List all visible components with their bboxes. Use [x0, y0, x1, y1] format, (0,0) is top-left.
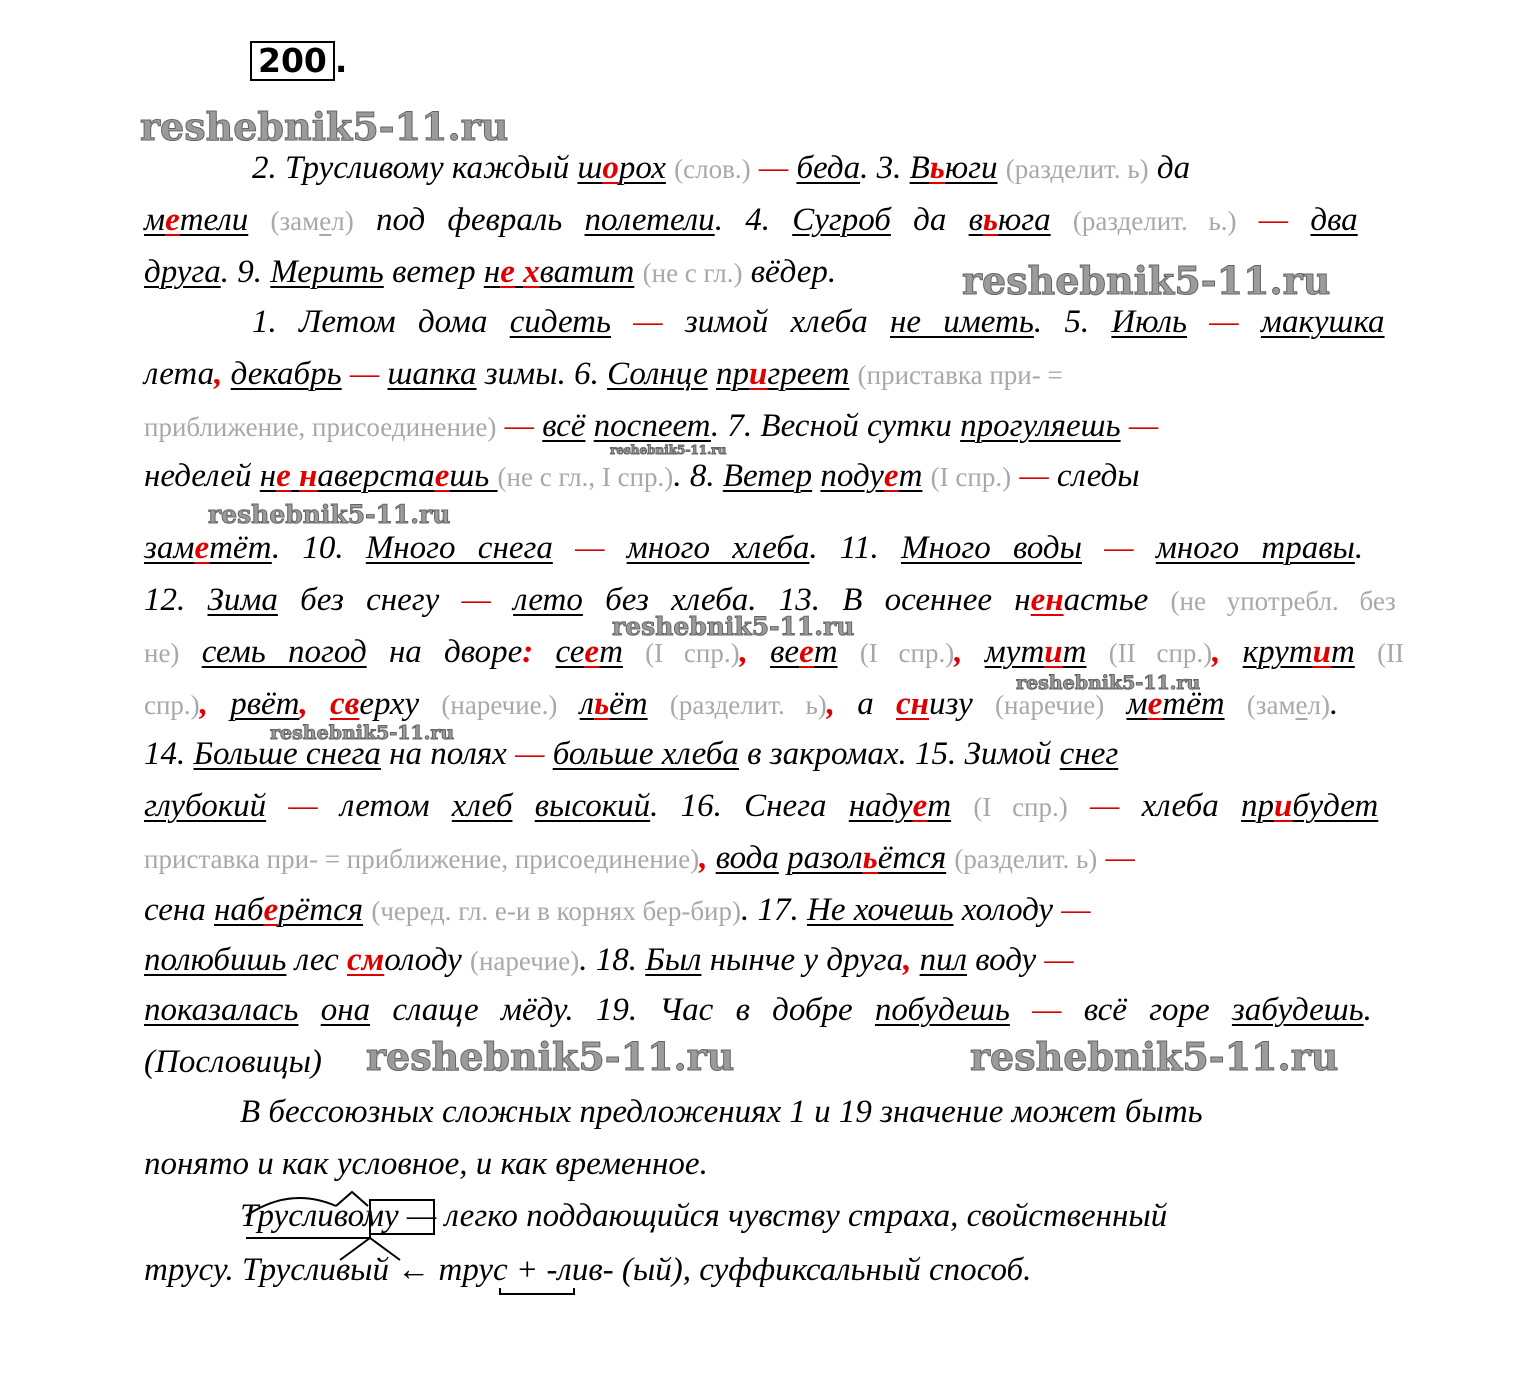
- text-line: [144, 254, 836, 291]
- text-run: 14.: [144, 736, 194, 772]
- text-run: [553, 530, 575, 566]
- text-run: наду: [848, 788, 913, 824]
- text-run: н: [259, 458, 277, 494]
- text-run: (приставка при- =: [857, 360, 1063, 390]
- text-run: лета: [144, 356, 215, 392]
- text-run: (I спр.): [973, 792, 1068, 822]
- text-run: —: [1044, 942, 1074, 978]
- text-run: зам: [144, 530, 195, 566]
- text-run: . 10.: [271, 530, 366, 566]
- text-run: [1220, 634, 1242, 670]
- text-run: хлеба: [1119, 788, 1242, 824]
- text-run: макушка: [1260, 304, 1385, 340]
- text-run: ватит: [539, 254, 635, 290]
- text-run: —: [575, 530, 605, 566]
- text-run: [1051, 202, 1073, 238]
- text-run: [291, 458, 299, 494]
- text-run: —: [1032, 992, 1062, 1028]
- text-run: [496, 408, 504, 444]
- text-run: :: [522, 634, 534, 670]
- text-run: разол: [787, 840, 863, 876]
- text-run: приближение, присоединение): [144, 412, 497, 442]
- text-run: В: [909, 150, 930, 186]
- text-run: [515, 254, 523, 290]
- exercise-number-box: 200: [250, 41, 335, 81]
- text-run: [998, 150, 1006, 186]
- text-run: лес: [286, 942, 348, 978]
- text-run: [708, 356, 716, 392]
- text-run: т: [1062, 634, 1087, 670]
- text-run: т: [813, 634, 838, 670]
- text-run: т: [898, 458, 923, 494]
- text-run: забудешь: [1231, 992, 1364, 1028]
- text-run: се: [555, 634, 585, 670]
- text-run: снег: [1059, 736, 1119, 772]
- text-run: Мерить: [270, 254, 384, 290]
- text-run: е: [165, 202, 180, 238]
- text-run: ,: [739, 634, 748, 670]
- text-run: Много снега: [365, 530, 553, 566]
- text-run: н: [299, 458, 318, 494]
- text-run: [248, 202, 270, 238]
- text-run: юги: [944, 150, 998, 186]
- exercise-number: [250, 40, 347, 82]
- text-run: —: [1019, 458, 1049, 494]
- text-run: Июль: [1111, 304, 1188, 340]
- text-run: ,: [199, 686, 208, 722]
- text-run: много хлеба: [626, 530, 810, 566]
- text-run: (зам: [270, 206, 320, 236]
- text-run: [222, 356, 230, 392]
- text-run: (разделит. ь): [1005, 154, 1149, 184]
- text-run: .: [1354, 530, 1364, 566]
- text-run: ш: [577, 150, 603, 186]
- text-run: (I спр.): [859, 638, 955, 668]
- text-run: . 7. Весной сутки: [710, 408, 961, 444]
- text-run: нынче у друга: [701, 942, 904, 978]
- text-run: —: [504, 408, 534, 444]
- text-run: [379, 356, 387, 392]
- text-run: [707, 840, 715, 876]
- text-run: ь: [929, 150, 945, 186]
- text-run: лето: [513, 582, 583, 618]
- text-run: тёт: [1162, 686, 1225, 722]
- text-run: пр: [1241, 788, 1275, 824]
- text-line: [240, 1094, 1203, 1131]
- text-run: (наречие): [995, 690, 1105, 720]
- text-run: [1010, 992, 1032, 1028]
- watermark: reshebnik5-11.ru: [1016, 672, 1201, 694]
- text-run: м: [144, 202, 166, 238]
- text-run: Больше снега: [193, 736, 381, 772]
- text-run: под февраль: [353, 202, 585, 238]
- text-run: св: [330, 686, 360, 722]
- text-run: [634, 254, 642, 290]
- text-run: ве: [770, 634, 800, 670]
- text-run: [779, 840, 787, 876]
- text-run: —: [758, 150, 789, 186]
- text-run: на дворе: [366, 634, 523, 670]
- text-run: Трусливому — легко поддающийся чувству страха, свойственный: [240, 1198, 1168, 1234]
- text-run: (наречие): [469, 946, 580, 976]
- text-run: —: [1090, 788, 1120, 824]
- text-run: .: [1330, 686, 1339, 722]
- text-run: Сугроб: [792, 202, 891, 238]
- text-run: прогуляешь: [960, 408, 1121, 444]
- text-run: холоду: [953, 892, 1062, 928]
- text-run: (не с гл., I спр.): [497, 462, 674, 492]
- text-run: без снегу: [277, 582, 462, 618]
- text-run: е: [194, 530, 210, 566]
- text-run: и: [1274, 788, 1293, 824]
- text-run: [751, 150, 759, 186]
- text-run: ,: [1212, 634, 1221, 670]
- text-run: (I спр.): [930, 462, 1012, 492]
- text-run: следы: [1048, 458, 1140, 494]
- text-run: [1237, 202, 1259, 238]
- text-run: [585, 408, 593, 444]
- text-run: [1082, 530, 1104, 566]
- text-run: семь погод: [201, 634, 367, 670]
- text-run: (черед. гл. е-и в корнях бер-бир): [371, 896, 741, 926]
- text-run: [849, 356, 857, 392]
- text-run: е: [799, 634, 814, 670]
- text-line: [144, 1044, 322, 1081]
- text-run: т: [1330, 634, 1355, 670]
- text-run: наб: [213, 892, 264, 928]
- text-run: много травы: [1155, 530, 1355, 566]
- watermark: reshebnik5-11.ru: [612, 612, 855, 641]
- text-run: сидеть: [509, 304, 612, 340]
- text-line: [144, 1146, 708, 1183]
- text-run: (не с гл.): [642, 258, 743, 288]
- text-run: . 18.: [579, 942, 646, 978]
- text-run: [911, 942, 919, 978]
- text-run: шапка: [387, 356, 477, 392]
- text-run: будет: [1292, 788, 1379, 824]
- text-run: [1355, 634, 1377, 670]
- text-run: полюбишь: [144, 942, 287, 978]
- text-run: [512, 788, 534, 824]
- text-run: Не хочешь: [807, 892, 954, 928]
- text-run: т: [927, 788, 952, 824]
- text-run: два: [1310, 202, 1358, 238]
- text-run: ётся: [877, 840, 947, 876]
- text-run: (не употребл. без: [1170, 586, 1396, 616]
- text-run: [1086, 634, 1108, 670]
- text-run: е: [434, 458, 450, 494]
- text-run: декабрь: [230, 356, 342, 392]
- text-run: поспеет: [593, 408, 711, 444]
- text-run: Зима: [207, 582, 278, 618]
- text-run: (I спр.): [645, 638, 740, 668]
- text-line: [144, 356, 1063, 393]
- text-run: —: [515, 736, 545, 772]
- text-line: [144, 530, 1363, 567]
- text-run: (разделит. ь): [669, 690, 827, 720]
- text-run: воду: [967, 942, 1045, 978]
- text-run: ветер: [383, 254, 484, 290]
- text-run: [1134, 530, 1156, 566]
- text-run: 12.: [144, 582, 208, 618]
- text-run: трусу. Трусливый ← трус + -лив- (ый), суффиксальный способ.: [144, 1252, 1032, 1288]
- text-run: [266, 788, 288, 824]
- text-run: без хлеба. 13. В осеннее н: [582, 582, 1031, 618]
- text-run: [951, 788, 973, 824]
- text-run: ен: [1030, 582, 1064, 618]
- text-run: В бессоюзных сложных предложениях 1 и 19 значение может быть: [240, 1094, 1203, 1130]
- text-line: [144, 458, 1140, 495]
- text-run: е: [1147, 686, 1163, 722]
- text-run: 1. Летом дома: [252, 304, 510, 340]
- text-run: Ветер: [722, 458, 813, 494]
- text-run: слаще мёду. 19. Час в добре: [370, 992, 875, 1028]
- text-run: . 17.: [741, 892, 807, 928]
- text-run: е: [912, 788, 928, 824]
- text-run: м: [1126, 686, 1148, 722]
- text-run: зимы. 6.: [476, 356, 608, 392]
- text-run: ,: [699, 840, 708, 876]
- text-run: всё горе: [1061, 992, 1232, 1028]
- text-run: да: [1148, 150, 1191, 186]
- text-run: [666, 150, 674, 186]
- text-run: (разделит. ь.): [1072, 206, 1237, 236]
- text-run: [922, 458, 930, 494]
- text-run: . 4.: [714, 202, 793, 238]
- text-run: и: [1044, 634, 1063, 670]
- text-run: а: [835, 686, 897, 722]
- text-line: [144, 942, 1074, 979]
- text-run: . 8.: [673, 458, 723, 494]
- text-run: и: [748, 356, 768, 392]
- text-run: е: [883, 458, 899, 494]
- text-run: [648, 686, 670, 722]
- text-run: тели: [179, 202, 249, 238]
- text-run: л: [579, 686, 595, 722]
- text-run: см: [347, 942, 385, 978]
- text-run: Был: [645, 942, 702, 978]
- watermark: reshebnik5-11.ru: [270, 722, 455, 744]
- text-run: [1288, 202, 1310, 238]
- text-run: показалась: [144, 992, 299, 1028]
- text-run: ,: [954, 634, 963, 670]
- root-box-bottom: [500, 1288, 574, 1294]
- text-run: —: [1209, 304, 1239, 340]
- text-run: е: [584, 634, 600, 670]
- text-run: Много воды: [900, 530, 1082, 566]
- text-run: летом: [317, 788, 452, 824]
- text-run: пил: [919, 942, 967, 978]
- text-run: неделей: [144, 458, 260, 494]
- text-run: —: [1105, 840, 1135, 876]
- text-run: глубокий: [144, 788, 267, 824]
- text-run: мут: [984, 634, 1045, 670]
- text-run: ,: [299, 686, 308, 722]
- text-run: полетели: [584, 202, 715, 238]
- text-run: (зам: [1246, 690, 1296, 720]
- text-run: побудешь: [874, 992, 1010, 1028]
- text-run: . 3.: [860, 150, 910, 186]
- text-run: .: [1363, 992, 1372, 1028]
- text-run: тёт: [209, 530, 272, 566]
- text-run: пр: [715, 356, 749, 392]
- text-run: е: [319, 206, 332, 236]
- text-run: астье: [1063, 582, 1171, 618]
- watermark: reshebnik5-11.ru: [208, 500, 451, 529]
- text-run: юга: [998, 202, 1051, 238]
- text-run: спр.): [144, 690, 200, 720]
- text-run: в закромах. 15. Зимой: [738, 736, 1060, 772]
- text-run: [308, 686, 330, 722]
- text-run: [1068, 788, 1090, 824]
- text-run: рох: [618, 150, 666, 186]
- text-run: (II: [1377, 638, 1405, 668]
- text-run: (слов.): [674, 154, 751, 184]
- text-run: (II спр.): [1108, 638, 1213, 668]
- text-run: сн: [896, 686, 929, 722]
- text-run: е: [263, 892, 279, 928]
- text-line: [144, 840, 1135, 877]
- text-run: —: [349, 356, 380, 392]
- text-run: ,: [903, 942, 912, 978]
- text-run: да: [890, 202, 969, 238]
- text-run: [611, 304, 633, 340]
- text-run: всё: [542, 408, 586, 444]
- text-run: (Пословицы): [144, 1044, 322, 1080]
- text-run: ь: [862, 840, 878, 876]
- text-run: [1187, 304, 1209, 340]
- stem-marker: [340, 1238, 400, 1260]
- text-run: беда: [796, 150, 861, 186]
- text-run: [342, 356, 350, 392]
- text-run: изу: [928, 686, 996, 722]
- text-run: приставка при- = приближение, присоединение): [144, 844, 700, 874]
- text-line: [144, 992, 1372, 1029]
- text-line: [144, 892, 1091, 929]
- text-run: [208, 686, 230, 722]
- text-run: [962, 634, 984, 670]
- text-run: греет: [767, 356, 850, 392]
- text-line: [252, 150, 1190, 187]
- text-run: рётся: [278, 892, 364, 928]
- text-run: в: [968, 202, 983, 238]
- text-run: Солнце: [607, 356, 708, 392]
- text-run: —: [1258, 202, 1289, 238]
- text-run: [179, 634, 201, 670]
- text-run: [298, 992, 320, 1028]
- text-run: зимой хлеба: [662, 304, 890, 340]
- text-run: . 11.: [809, 530, 901, 566]
- text-run: . 16. Снега: [650, 788, 849, 824]
- text-run: ерху: [359, 686, 442, 722]
- text-run: —: [1128, 408, 1159, 444]
- text-run: и: [1312, 634, 1331, 670]
- watermark: reshebnik5-11.ru: [140, 104, 509, 149]
- text-run: поду: [820, 458, 884, 494]
- text-run: т: [599, 634, 623, 670]
- text-run: [533, 634, 555, 670]
- text-run: о: [602, 150, 619, 186]
- text-run: больше хлеба: [552, 736, 739, 772]
- text-run: крут: [1242, 634, 1313, 670]
- text-run: [1239, 304, 1261, 340]
- text-run: друга: [144, 254, 221, 290]
- text-run: шь: [449, 458, 498, 494]
- text-run: аверста: [317, 458, 435, 494]
- text-run: она: [320, 992, 371, 1028]
- morpheme-analysis-marks: [240, 1186, 580, 1296]
- watermark: reshebnik5-11.ru: [970, 1034, 1339, 1079]
- text-run: [1097, 840, 1105, 876]
- text-run: на полях: [380, 736, 516, 772]
- text-run: ,: [826, 686, 836, 722]
- watermark: reshebnik5-11.ru: [962, 258, 1331, 303]
- root-arc: [246, 1198, 336, 1216]
- text-line: [144, 408, 1158, 445]
- text-run: х: [523, 254, 540, 290]
- text-run: вёдер.: [742, 254, 837, 290]
- text-run: [544, 736, 552, 772]
- text-run: [534, 408, 542, 444]
- text-run: (наречие.): [441, 690, 558, 720]
- text-run: высокий: [534, 788, 651, 824]
- text-line: [252, 304, 1385, 341]
- text-line: [144, 788, 1378, 825]
- text-run: сена: [144, 892, 214, 928]
- text-run: не иметь: [889, 304, 1034, 340]
- text-run: . 9.: [220, 254, 271, 290]
- suffix-mark: [336, 1192, 368, 1206]
- text-run: е: [500, 254, 515, 290]
- text-run: не): [144, 638, 180, 668]
- text-run: понято и как условное, и как временное.: [144, 1146, 708, 1182]
- text-run: хлеб: [451, 788, 513, 824]
- watermark: reshebnik5-11.ru: [610, 443, 727, 457]
- text-run: вода: [715, 840, 779, 876]
- text-run: [1225, 686, 1247, 722]
- text-run: ь: [982, 202, 999, 238]
- text-run: (разделит. ь): [954, 844, 1098, 874]
- text-run: ь: [594, 686, 610, 722]
- text-run: рвёт: [230, 686, 300, 722]
- watermark: reshebnik5-11.ru: [366, 1034, 735, 1079]
- text-run: [604, 530, 626, 566]
- text-run: [557, 686, 579, 722]
- text-run: е: [1295, 690, 1308, 720]
- text-run: —: [633, 304, 663, 340]
- text-run: —: [461, 582, 491, 618]
- text-run: е: [276, 458, 291, 494]
- text-run: 2. Трусливому каждый: [252, 150, 578, 186]
- text-run: л): [1307, 690, 1330, 720]
- text-run: ёт: [609, 686, 648, 722]
- text-run: н: [483, 254, 501, 290]
- text-run: [491, 582, 513, 618]
- ending-box: [370, 1200, 434, 1234]
- text-run: [1121, 408, 1129, 444]
- text-line: [144, 202, 1358, 239]
- text-run: . 5.: [1033, 304, 1112, 340]
- text-run: ,: [214, 356, 223, 392]
- exercise-number-period: .: [334, 41, 348, 80]
- stem-bracket: [246, 1232, 370, 1238]
- text-run: —: [288, 788, 318, 824]
- text-run: —: [1061, 892, 1091, 928]
- text-run: —: [1104, 530, 1134, 566]
- text-run: л): [331, 206, 354, 236]
- text-run: олоду: [384, 942, 470, 978]
